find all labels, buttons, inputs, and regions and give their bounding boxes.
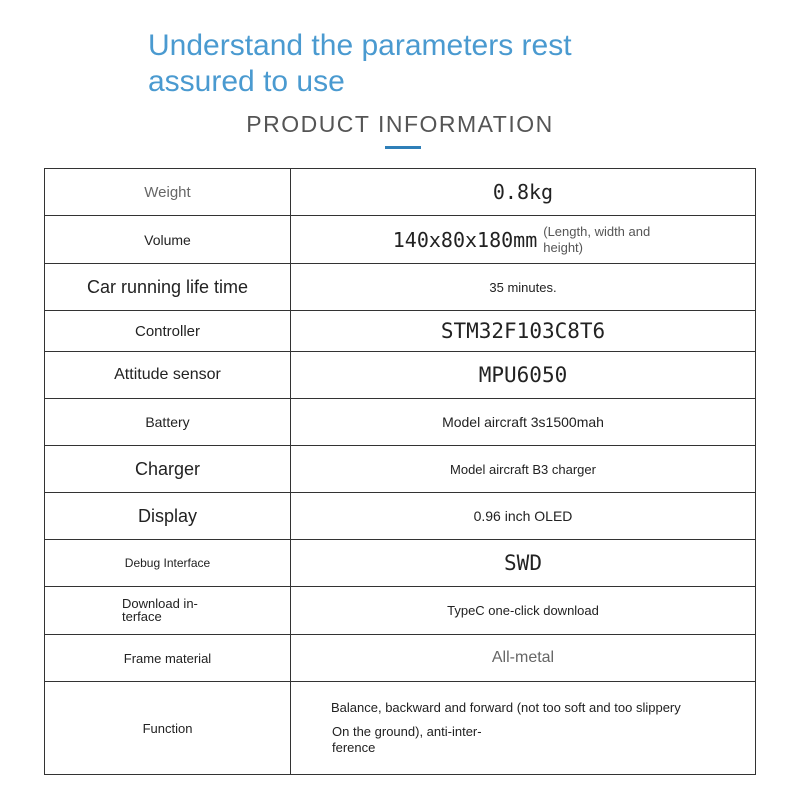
function-line-1: Balance, backward and forward (not too soft and too slippery [331,700,681,715]
spec-label-volume: Volume [45,216,291,264]
table-row [45,635,756,682]
table-row [45,399,756,446]
spec-table [44,168,756,775]
table-row [45,446,756,493]
download-interface-label: Download in-terface [122,596,198,624]
volume-note: (Length, width and height) [543,223,651,255]
spec-value-frame-material: All-metal [291,635,756,682]
table-row [45,169,756,216]
spec-value-charger: Model aircraft B3 charger [291,446,756,493]
spec-label-weight: Weight [45,169,291,216]
table-row [45,216,756,264]
spec-label-function: Function [45,682,291,775]
attitude-sensor-value: MPU6050 [478,363,568,387]
spec-value-weight [291,169,756,216]
spec-label-debug-interface: Debug Interface [45,540,291,587]
accent-underline [385,146,421,149]
spec-value-function [291,682,756,775]
spec-label-run-time: Car running life time [45,264,291,311]
table-row [45,311,756,352]
section-subtitle: PRODUCT INFORMATION [246,111,554,137]
spec-value-download-interface: TypeC one-click download [291,587,756,635]
function-line-2: On the ground), anti-inter-ference [332,724,482,755]
spec-label-frame-material: Frame material [45,635,291,682]
spec-value-display: 0.96 inch OLED [291,493,756,540]
table-row [45,540,756,587]
spec-value-run-time: 35 minutes. [291,264,756,311]
spec-label-controller: Controller [45,311,291,352]
spec-value-debug-interface [291,540,756,587]
spec-label-display: Display [45,493,291,540]
weight-value: 0.8kg [492,180,554,204]
table-row [45,352,756,399]
spec-value-battery: Model aircraft 3s1500mah [291,399,756,446]
spec-label-charger: Charger [45,446,291,493]
controller-value: STM32F103C8T6 [440,319,606,343]
spec-label-attitude-sensor: Attitude sensor [45,352,291,399]
spec-value-volume [291,216,756,264]
table-row [45,264,756,311]
spec-value-attitude-sensor [291,352,756,399]
volume-value: 140x80x180mm [392,227,538,252]
table-row [45,493,756,540]
headline: Understand the parameters rest assured to use [148,29,572,98]
function-text [291,700,755,756]
debug-interface-value: SWD [504,551,542,575]
spec-value-controller [291,311,756,352]
table-row [45,682,756,775]
spec-label-download-interface [45,587,291,635]
spec-label-battery: Battery [45,399,291,446]
table-row [45,587,756,635]
